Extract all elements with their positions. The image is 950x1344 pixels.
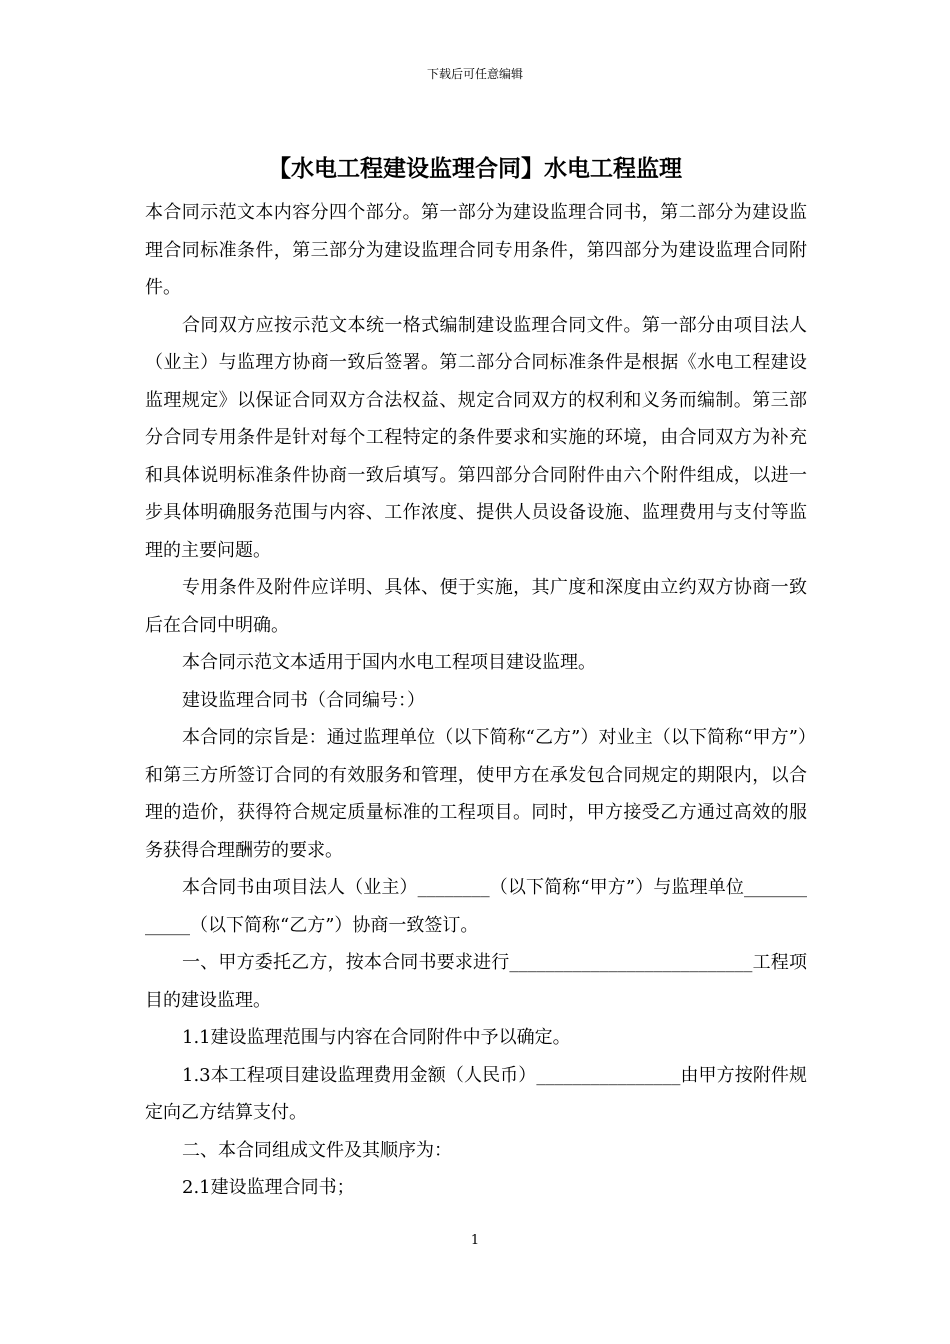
paragraph-10: 1.3本工程项目建设监理费用金额（人民币）________________由甲方按附件规定向乙方结算支付。 — [145, 1064, 807, 1123]
document-title: 【水电工程建设监理合同】水电工程监理 — [268, 156, 682, 182]
paragraph-6: 本合同的宗旨是：通过监理单位（以下简称“乙方”）对业主（以下简称“甲方”）和第三方所签订合同的有效服务和管理，使甲方在承发包合同规定的期限内，以合理的造价，获得符合规定质量标准的工程项目。同时，甲方接受乙方通过高效的服务获得合理酬劳的要求。 — [145, 727, 807, 861]
document-body — [145, 194, 807, 1207]
header-note: 下载后可任意编辑 — [426, 67, 523, 81]
paragraph-1: 本合同示范文本内容分四个部分。第一部分为建设监理合同书，第二部分为建设监理合同标准条件，第三部分为建设监理合同专用条件，第四部分为建设监理合同附件。 — [145, 202, 807, 298]
paragraph-5: 建设监理合同书（合同编号：） — [182, 689, 425, 711]
paragraph-8: 一、甲方委托乙方，按本合同书要求进行___________________________工程项目的建设监理。 — [145, 952, 807, 1011]
paragraph-9: 1.1建设监理范围与内容在合同附件中予以确定。 — [182, 1027, 571, 1048]
paragraph-3: 专用条件及附件应详明、具体、便于实施，其广度和深度由立约双方协商一致后在合同中明确。 — [145, 577, 807, 636]
paragraph-11: 二、本合同组成文件及其顺序为： — [182, 1139, 452, 1161]
page-number: 1 — [470, 1233, 480, 1248]
paragraph-4: 本合同示范文本适用于国内水电工程项目建设监理。 — [182, 652, 596, 673]
paragraph-12: 2.1建设监理合同书； — [182, 1177, 355, 1198]
paragraph-7: 本合同书由项目法人（业主）________（以下简称“甲方”）与监理单位____________（以下简称“乙方”）协商一致签订。 — [145, 877, 807, 936]
paragraph-2: 合同双方应按示范文本统一格式编制建设监理合同文件。第一部分由项目法人（业主）与监理方协商一致后签署。第二部分合同标准条件是根据《水电工程建设监理规定》以保证合同双方合法权益、规定合同双方的权利和义务而编制。第三部分合同专用条件是针对每个工程特定的条件要求和实施的环境，由合同双方为补充和具体说明标准条件协商一致后填写。第四部分合同附件由六个附件组成，以进一步具体明确服务范围与内容、工作浓度、提供人员设备设施、监理费用与支付等监理的主要问题。 — [145, 314, 807, 561]
